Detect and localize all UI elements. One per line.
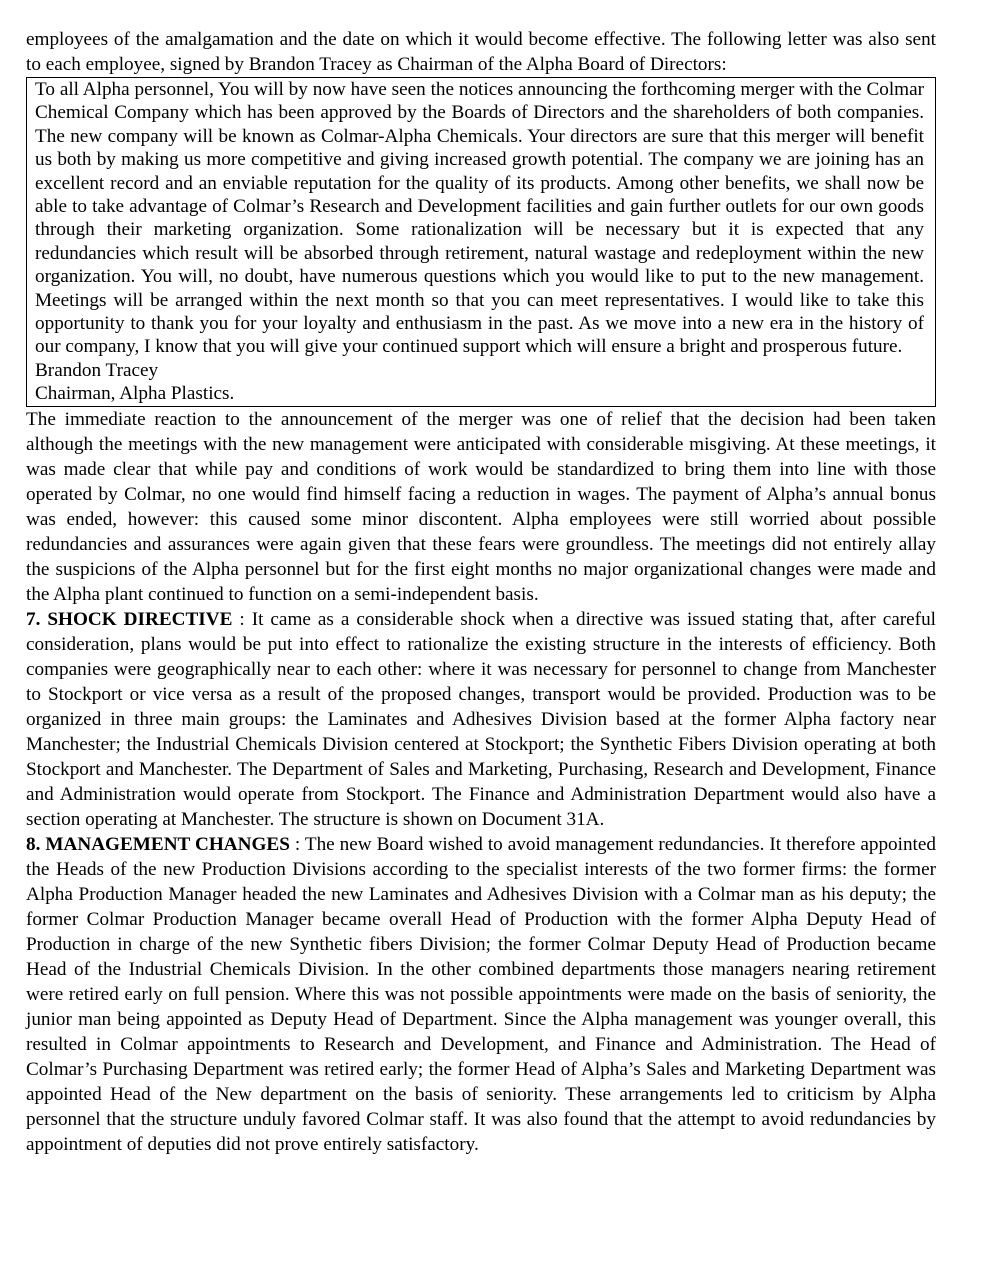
section-7-separator: : — [232, 608, 252, 630]
section-8-paragraph — [26, 832, 936, 1157]
section-8-text: The new Board wished to avoid management redundancies. It therefore appointed the Heads of the new Production Divisions according to the specialist interests of the two former firms: the former Alpha Production Manager headed the new Laminates and Adhesives Division with a Colmar man as his deputy; the former Colmar Production Manager became overall Head of Production with the former Alpha Deputy Head of Production in charge of the new Synthetic fibers Division; the former Colmar Deputy Head of Production became Head of the Industrial Chemicals Division. In the other combined departments those managers nearing retirement were retired early on full pension. Where this was not possible appointments were made on the basis of seniority, the junior man being appointed as Deputy Head of Department. Since the Alpha management was younger overall, this resulted in Colmar appointments to Research and Development, and Finance and Administration. The Head of Colmar’s Purchasing Department was retired early; the former Head of Alpha’s Sales and Marketing Department was appointed Head of the New department on the basis of seniority. These arrangements led to criticism by Alpha personnel that the structure unduly favored Colmar staff. It was also found that the attempt to avoid redundancies by appointment of deputies did not prove entirely satisfactory. — [26, 833, 936, 1155]
reaction-paragraph: The immediate reaction to the announcement of the merger was one of relief that the decision had been taken although the meetings with the new management were anticipated with considerable misgiving. At these meetings, it was made clear that while pay and conditions of work would be standardized to bring them into line with those operated by Colmar, no one would find himself facing a reduction in wages. The payment of Alpha’s annual bonus was ended, however: this caused some minor discontent. Alpha employees were still worried about possible redundancies and assurances were again given that these fears were groundless. The meetings did not entirely allay the suspicions of the Alpha personnel but for the first eight months no major organizational changes were made and the Alpha plant continued to function on a semi-independent basis. — [26, 408, 936, 605]
intro-paragraph: employees of the amalgamation and the date on which it would become effective. The following letter was also sent to each employee, signed by Brandon Tracey as Chairman of the Alpha Board of Directors: — [26, 29, 936, 75]
letter-signature-name: Brandon Tracey — [35, 359, 159, 381]
section-8-separator: : — [289, 833, 305, 855]
section-7-heading: 7. SHOCK DIRECTIVE — [26, 608, 233, 630]
letter-body: To all Alpha personnel, You will by now have seen the notices announcing the forthcoming merger with the Colmar Chemical Company which has been approved by the Boards of Directors and the shareholders of both companies. The new company will be known as Colmar-Alpha Chemicals. Your directors are sure that this merger will benefit us both by making us more competitive and giving increased growth potential. The company we are joining has an excellent record and an enviable reputation for the quality of its products. Among other benefits, we shall now be able to take advantage of Colmar’s Research and Development facilities and gain further outlets for our own goods through their marketing organization. Some rationalization will be necessary but it is expected that any redundancies which result will be absorbed through retirement, natural wastage and redeployment within the new organization. You will, no doubt, have numerous questions which you would like to put to the new management. Meetings will be arranged within the next month so that you can meet representatives. I would like to take this opportunity to thank you for your loyalty and enthusiasm in the past. As we move into a new era in the history of our company, I know that you will give your continued support which will ensure a bright and prosperous future. — [35, 79, 924, 358]
letter-signature-title: Chairman, Alpha Plastics. — [35, 383, 235, 405]
section-7-paragraph — [26, 607, 936, 832]
section-7-text: It came as a considerable shock when a directive was issued stating that, after careful consideration, plans would be put into effect to rationalize the existing structure in the interests of efficiency. Both companies were geographically near to each other: where it was necessary for personnel to change from Manchester to Stockport or vice versa as a result of the proposed changes, transport would be provided. Production was to be organized in three main groups: the Laminates and Adhesives Division based at the former Alpha factory near Manchester; the Industrial Chemicals Division centered at Stockport; the Synthetic Fibers Division operating at both Stockport and Manchester. The Department of Sales and Marketing, Purchasing, Research and Development, Finance and Administration would operate from Stockport. The Finance and Administration Department would also have a section operating at Manchester. The structure is shown on Document 31A. — [26, 608, 936, 830]
letter-box — [26, 77, 936, 407]
document-page — [26, 27, 936, 1157]
section-8-heading: 8. MANAGEMENT CHANGES — [26, 833, 290, 855]
